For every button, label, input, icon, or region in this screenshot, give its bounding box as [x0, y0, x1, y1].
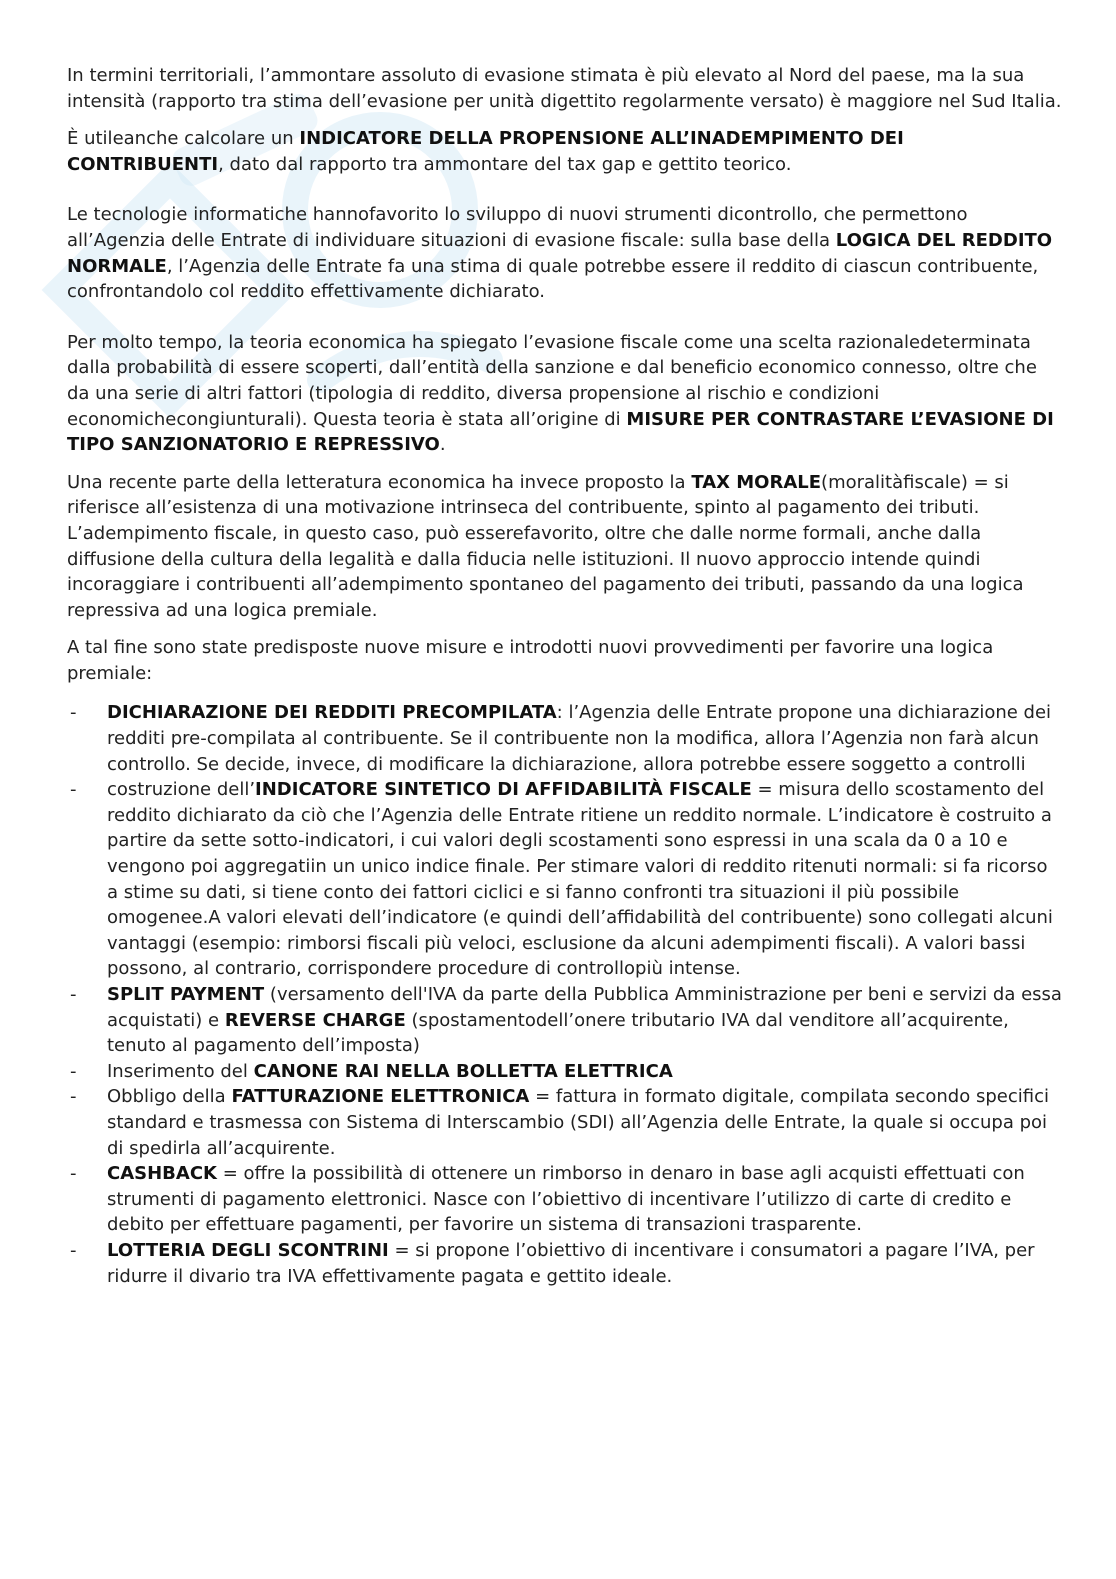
document-page [67, 63, 1063, 1289]
list-item: - DICHIARAZIONE DEI REDDITI PRECOMPILATA: l’Agenzia delle Entrate propone una dichiarazione dei redditi pre-compilata al contribuente. Se il contribuente non la modifica, allora l’Agenzia non farà alcun controllo. Se decide, invece, di modificare la dichiarazione, allora potrebbe essere soggetto a controlli [70, 702, 1052, 775]
term-misure-contrasto: MISURE PER CONTRASTARE L’EVASIONE DI TIPO SANZIONATORIO E REPRESSIVO [67, 408, 1054, 456]
paragraph-tax-morale: Una recente parte della letteratura economica ha invece proposto la TAX MORALE(moralitàfiscale) = si riferisce all’esistenza di una motivazione intrinseca del contribuente, spinto al pagamento dei tributi. L’adempimento fiscale, in questo caso, può esserefavorito, oltre che dalle norme formali, anche dalla diffusione della cultura della legalità e dalla fiducia nelle istituzioni. Il nuovo approccio intende quindi incoraggiare i contribuenti all’adempimento spontaneo del pagamento dei tributi, passando da una logica repressiva ad una logica premiale. [67, 471, 1024, 621]
paragraph-indicator: È utileanche calcolare un INDICATORE DELLA PROPENSIONE ALL’INADEMPIMENTO DEI CONTRIBUENTI, dato dal rapporto tra ammontare del tax gap e gettito teorico. [67, 128, 904, 175]
term-tax-morale: TAX MORALE [691, 471, 822, 493]
paragraph-territorial: In termini territoriali, l’ammontare assoluto di evasione stimata è più elevato al Nord del paese, ma la sua intensità (rapporto tra stima dell’evasione per unità digettito regolarmente versato) è maggiore nel Sud Italia. [67, 65, 1062, 112]
term-indicatore-propensione: INDICATORE DELLA PROPENSIONE ALL’INADEMPIMENTO DEI CONTRIBUENTI [67, 128, 904, 175]
list-item: - SPLIT PAYMENT (versamento dell'IVA da parte della Pubblica Amministrazione per beni e servizi da essa acquistati) e REVERSE CHARGE (spostamentodell’onere tributario IVA dal venditore all’acquirente, tenuto al pagamento dell’imposta) [70, 984, 1062, 1057]
list-item: - LOTTERIA DEGLI SCONTRINI = si propone l’obiettivo di incentivare i consumatori a pagare l’IVA, per ridurre il divario tra IVA effettivamente pagata e gettito ideale. [70, 1239, 1035, 1287]
paragraph-technologies: Le tecnologie informatiche hannofavorito lo sviluppo di nuovi strumenti dicontrollo, che permettono all’Agenzia delle Entrate di individuare situazioni di evasione fiscale: sulla base della LOGICA DEL REDDITO NORMALE, l’Agenzia delle Entrate fa una stima di quale potrebbe essere il reddito di ciascun contribuente, confrontandolo col reddito effettivamente dichiarato. [67, 204, 1053, 303]
list-item: - Obbligo della FATTURAZIONE ELETTRONICA = fattura in formato digitale, compilata secondo specifici standard e trasmessa con Sistema di Interscambio (SDI) all’Agenzia delle Entrate, la quale si occupa poi di spedirla all’acquirente. [70, 1086, 1049, 1159]
term-logica-reddito-normale: LOGICA DEL REDDITO NORMALE [67, 229, 1053, 277]
measures-list [67, 700, 1063, 1289]
paragraph-economic-theory: Per molto tempo, la teoria economica ha spiegato l’evasione fiscale come una scelta razionaledeterminata dalla probabilità di essere scoperti, dall’entità della sanzione e dal beneficio economico connesso, oltre che da una serie di altri fattori (tipologia di reddito, diversa propensione al rischio e condizioni economichecongiunturali). Questa teoria è stata all’origine di MISURE PER CONTRASTARE L’EVASIONE DI TIPO SANZIONATORIO E REPRESSIVO. [67, 331, 1054, 456]
list-item: - CASHBACK = offre la possibilità di ottenere un rimborso in denaro in base agli acquisti effettuati con strumenti di pagamento elettronici. Nasce con l’obiettivo di incentivare l’utilizzo di carte di credito e debito per effettuare pagamenti, per favorire un sistema di transazioni trasparente. [70, 1163, 1025, 1236]
list-item: - Inserimento del CANONE RAI NELLA BOLLETTA ELETTRICA [70, 1060, 673, 1082]
list-item: - costruzione dell’INDICATORE SINTETICO DI AFFIDABILITÀ FISCALE = misura dello scostamento del reddito dichiarato da ciò che l’Agenzia delle Entrate ritiene un reddito normale. L’indicatore è costruito a partire da sette sotto-indicatori, i cui valori degli scostamenti sono espressi in una scala da 0 a 10 e vengono poi aggregatiin un unico indice finale. Per stimare valori di reddito ritenuti normali: si fa ricorso a stime su dati, si tiene conto dei fattori ciclici e si fanno confronti tra situazioni il più possibile omogenee.A valori elevati dell’indicatore (e quindi dell’affidabilità del contribuente) sono collegati alcuni vantaggi (esempio: rimborsi fiscali più veloci, esclusione da alcuni adempimenti fiscali). A valori bassi possono, al contrario, corrispondere procedure di controllopiù intense. [70, 779, 1053, 980]
paragraph-measures-intro: A tal fine sono state predisposte nuove misure e introdotti nuovi provvedimenti per favorire una logica premiale: [67, 637, 994, 684]
